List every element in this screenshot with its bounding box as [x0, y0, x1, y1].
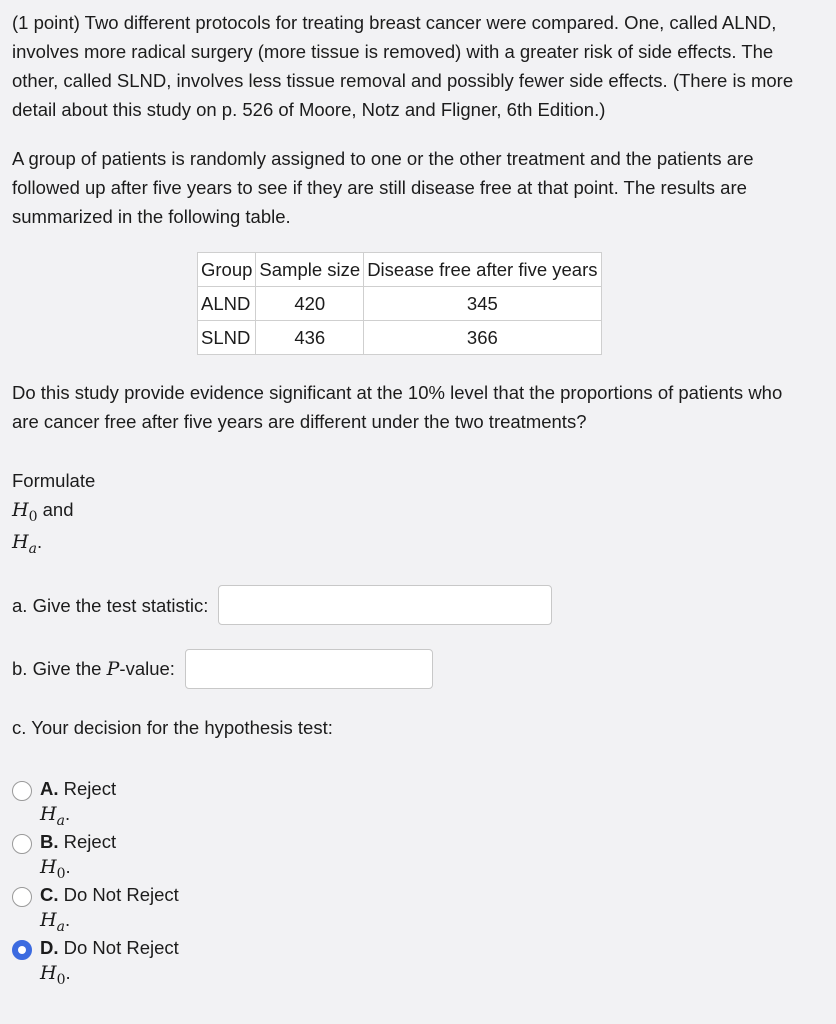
option-d[interactable] — [12, 935, 824, 988]
problem-description: A group of patients is randomly assigned to one or the other treatment and the patients are followed up after five years to see if they are still disease free at that point. The results are summarized in the following table. — [12, 148, 754, 227]
option-c[interactable] — [12, 882, 824, 935]
radio-button[interactable] — [12, 887, 32, 907]
formulate-label: Formulate — [12, 470, 96, 491]
option-label: B. Reject $H_0$. — [40, 831, 117, 882]
formulate-hypotheses — [12, 466, 824, 559]
table-cell: 420 — [256, 287, 364, 321]
table-header-cell: Disease free after five years — [364, 253, 601, 287]
table-cell: 366 — [364, 321, 601, 355]
p-value-input[interactable] — [185, 649, 433, 689]
alt-hypothesis-symbol: $H_a$ — [12, 531, 37, 557]
option-label: D. Do Not Reject $H_0$. — [40, 937, 179, 988]
test-statistic-label: a. Give the test statistic: — [12, 594, 209, 616]
p-value-label: b. Give the P-value: — [12, 658, 175, 680]
null-hypothesis-symbol: $H_0$ — [12, 499, 38, 525]
option-label: A. Reject $H_a$. — [40, 778, 117, 829]
table-row — [198, 321, 602, 355]
option-a[interactable] — [12, 776, 824, 829]
problem-intro: (1 point) Two different protocols for treating breast cancer were compared. One, called ALND, involves more radical surgery (more tissue is removed) with a greater risk of side effects. The other, called SLND, involves less tissue removal and possibly fewer side effects. (There is more detail about this study on p. 526 of Moore, Notz and Fligner, 6th Edition.) — [12, 12, 794, 120]
alt-hypothesis-line: $H_a$. — [12, 531, 43, 557]
part-b-row — [12, 647, 824, 691]
option-b[interactable] — [12, 829, 824, 882]
question-text: Do this study provide evidence significant at the 10% level that the proportions of patients who are cancer free after five years are different under the two treatments? — [12, 382, 783, 432]
test-statistic-input[interactable] — [218, 585, 552, 625]
table-header-cell: Sample size — [256, 253, 364, 287]
radio-button[interactable] — [12, 781, 32, 801]
part-a-row — [12, 583, 824, 627]
results-table — [197, 252, 602, 355]
table-header-cell: Group — [198, 253, 256, 287]
table-cell: ALND — [198, 287, 256, 321]
decision-options — [12, 776, 824, 988]
radio-button[interactable] — [12, 940, 32, 960]
decision-label: c. Your decision for the hypothesis test: — [12, 717, 333, 738]
table-cell: SLND — [198, 321, 256, 355]
table-cell: 345 — [364, 287, 601, 321]
null-hypothesis-line — [12, 495, 824, 527]
and-label: and — [42, 499, 74, 520]
radio-button[interactable] — [12, 834, 32, 854]
option-label: C. Do Not Reject $H_a$. — [40, 884, 179, 935]
table-cell: 436 — [256, 321, 364, 355]
table-row — [198, 287, 602, 321]
table-header-row — [198, 253, 602, 287]
